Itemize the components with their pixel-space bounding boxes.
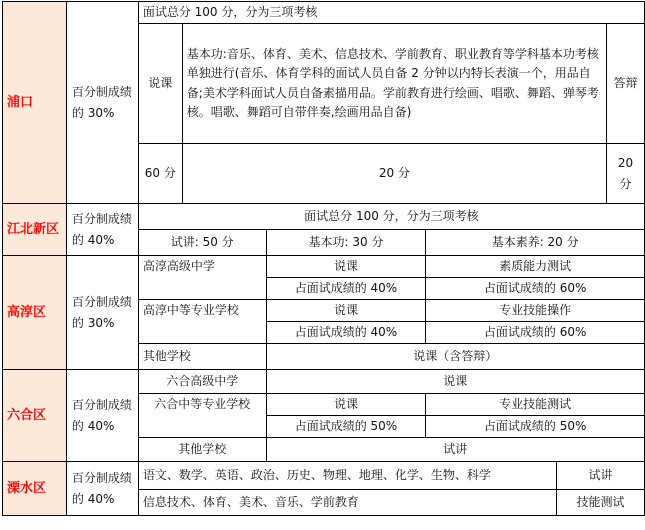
weight-gaochun: 百分制成绩的 30% <box>66 256 138 370</box>
gaochun-high-item-lecture: 说课 <box>266 256 426 278</box>
jiangbei-part-quality: 基本素养: 20 分 <box>426 230 645 256</box>
luhe-high-item: 说课 <box>266 370 644 394</box>
gaochun-voc-item-lecture: 说课 <box>266 300 426 322</box>
luhe-school-other: 其他学校 <box>138 438 266 462</box>
weight-pukou: 百分制成绩的 30% <box>66 2 138 204</box>
gaochun-high-item-quality: 素质能力测试 <box>426 256 645 278</box>
gaochun-high-share-quality: 占面试成绩的 60% <box>426 278 645 300</box>
district-pukou: 浦口 <box>3 2 67 204</box>
weight-jiangbei: 百分制成绩的 40% <box>66 204 138 256</box>
pukou-score-defense: 20 分 <box>606 144 644 204</box>
pukou-total: 面试总分 100 分，分为三项考核 <box>138 2 644 24</box>
pukou-item-defense: 答辩 <box>606 24 644 144</box>
lishui-subjects-general: 语文、数学、英语、政治、历史、物理、地理、化学、生物、科学 <box>138 462 556 490</box>
lishui-method-skills-test: 技能测试 <box>557 490 645 516</box>
jiangbei-total: 面试总分 100 分，分为三项考核 <box>138 204 644 230</box>
gaochun-voc-item-skills: 专业技能操作 <box>426 300 645 322</box>
luhe-school-high: 六合高级中学 <box>138 370 266 394</box>
interview-table <box>2 1 645 516</box>
gaochun-school-vocational: 高淳中等专业学校 <box>138 300 266 344</box>
district-luhe: 六合区 <box>3 370 67 462</box>
pukou-score-lecture: 60 分 <box>138 144 182 204</box>
gaochun-voc-share-skills: 占面试成绩的 60% <box>426 322 645 344</box>
jiangbei-part-basic-skills: 基本功: 30 分 <box>266 230 426 256</box>
pukou-score-basic-skills: 20 分 <box>182 144 606 204</box>
gaochun-other-item: 说课（含答辩） <box>266 344 644 370</box>
luhe-voc-share-lecture: 占面试成绩的 50% <box>266 416 426 438</box>
district-jiangbei: 江北新区 <box>3 204 67 256</box>
gaochun-voc-share-lecture: 占面试成绩的 40% <box>266 322 426 344</box>
district-lishui: 溧水区 <box>3 462 67 516</box>
gaochun-school-other: 其他学校 <box>138 344 266 370</box>
luhe-voc-item-skills: 专业技能测试 <box>426 394 645 416</box>
luhe-other-item: 试讲 <box>266 438 644 462</box>
jiangbei-part-trial-lecture: 试讲: 50 分 <box>138 230 266 256</box>
lishui-method-trial-lecture: 试讲 <box>557 462 645 490</box>
luhe-voc-share-skills: 占面试成绩的 50% <box>426 416 645 438</box>
pukou-item-basic-skills: 基本功:音乐、体育、美术、信息技术、学前教育、职业教育等学科基本功考核单独进行(音乐、体育学科的面试人员自备 2 分钟以内特长表演一个，用品自备;美术学科面试人员自备素描用品。学前教育进行绘画、唱歌、舞蹈、弹琴考核。唱歌、舞蹈可自带伴奏,绘画用品自备) <box>182 24 606 144</box>
gaochun-school-high: 高淳高级中学 <box>138 256 266 300</box>
lishui-subjects-skills: 信息技术、体育、美术、音乐、学前教育 <box>138 490 556 516</box>
weight-lishui: 百分制成绩的 40% <box>66 462 138 516</box>
weight-luhe: 百分制成绩的 40% <box>66 370 138 462</box>
luhe-voc-item-lecture: 说课 <box>266 394 426 416</box>
gaochun-high-share-lecture: 占面试成绩的 40% <box>266 278 426 300</box>
district-gaochun: 高淳区 <box>3 256 67 370</box>
luhe-school-vocational: 六合中等专业学校 <box>138 394 266 438</box>
pukou-item-lecture: 说课 <box>138 24 182 144</box>
